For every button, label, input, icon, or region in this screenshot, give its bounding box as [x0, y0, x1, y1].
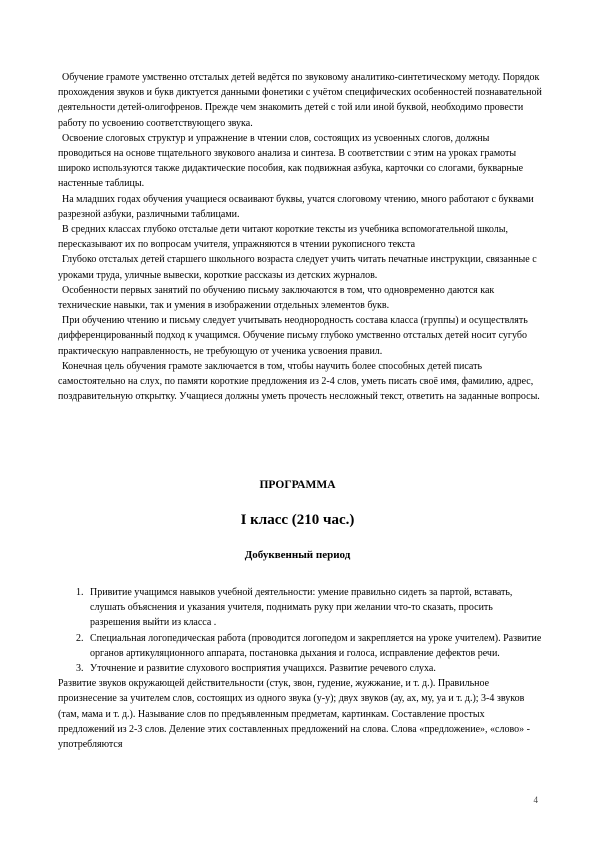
list-item-number: 3. — [76, 663, 84, 675]
intro-paragraph-8: Конечная цель обучения грамоте заключается в том, чтобы научить более способных детей писать самостоятельно на слух, по памяти короткие предложения из 2-4 слов, уметь писать своё имя, фамилию, адрес, поздравительную открытку. Учащиеся должны уметь прочесть несложный текст, ответить на заданные вопросы. — [58, 360, 540, 403]
intro-paragraph-1: Обучение грамоте умственно отсталых детей ведётся по звуковому аналитико-синтетическому методу. Порядок прохождения звуков и букв диктуется данными фонетики с учётом специфических особенностей познавательной деятельности детей-олигофренов. Прежде чем знакомить детей с той или иной буквой, необходимо провести работу по усвоению соответствующего звука. — [58, 72, 542, 129]
list-item — [58, 585, 542, 631]
list-item-number: 1. — [76, 587, 84, 598]
list-item — [58, 661, 542, 676]
class-heading: I класс (210 час.) — [240, 512, 355, 528]
intro-paragraph-4: В средних классах глубоко отсталые дети читают короткие тексты из учебника вспомогательной школы, пересказывают их по вопросам учителя, упражняются в чтении рукописного текста — [58, 224, 509, 251]
continuation-paragraph: Развитие звуков окружающей действительности (стук, звон, гудение, жужжание, и т. д.). Правильное произнесение за учителем слов, состоящих из одного звука (у-у); двух звуков (ау, ах, му, уа и т. д.); 3-4 звуков (там, мама и т. д.). Называние слов по предъявленным предметам, картинкам. Составление простых предложений из 2-3 слов. Деление этих составленных предложений на слова. Слова «предложение», «слово» - употребляются — [58, 678, 530, 751]
program-list — [58, 585, 542, 752]
intro-paragraph-3: На младших годах обучения учащиеся осваивают буквы, учатся слоговому чтению, много работают с буквами разрезной азбуки, различными таблицами. — [58, 193, 534, 220]
intro-paragraph-2: Освоение слоговых структур и упражнение в чтении слов, состоящих из усвоенных слогов, должны проводиться на основе тщательного звукового анализа и синтеза. В соответствии с этим на уроках грамоты широко используются также дидактические пособия, как подвижная азбука, карточки со слогами, букварные настенные таблицы. — [58, 132, 524, 190]
period-heading: Добуквенный период — [244, 549, 351, 561]
intro-paragraph-6: Особенности первых занятий по обучению письму заключаются в том, что одновременно даются как технические навыки, так и умения в изображении отдельных элементов букв. — [58, 284, 495, 312]
page-number: 4 — [533, 795, 538, 805]
list-item-number: 2. — [76, 632, 84, 644]
intro-paragraph-7: При обучению чтению и письму следует учитывать неоднородность состава класса (группы) и осуществлять дифференцированный подход к учащимся. Обучение письму глубоко умственно отсталых детей носит сугубо практическую направленность, не требующую от ученика усвоения правил. — [58, 315, 528, 357]
list-item-text: Специальная логопедическая работа (проводится логопедом и закрепляется на уроке учителем). Развитие органов артикуляционного аппарата, постановка дыхания и голоса, исправление дефектов речи. — [90, 632, 542, 659]
list-item-text: Уточнение и развитие слухового восприятия учащихся. Развитие речевого слуха. — [90, 663, 436, 675]
list-item-text: Привитие учащимся навыков учебной деятельности: умение правильно сидеть за партой, вставать, слушать объяснения и указания учителя, поднимать руку при желании что-то сказать, просить разрешения выйти из класса . — [90, 587, 513, 629]
intro-paragraph-5: Глубоко отсталых детей старшего школьного возраста следует учить читать печатные инструкции, связанные с уроками труда, уличные вывески, короткие рассказы из детских журналов. — [58, 254, 537, 281]
intro-text — [58, 70, 542, 404]
list-item — [58, 631, 542, 661]
program-heading: ПРОГРАММА — [259, 479, 336, 491]
